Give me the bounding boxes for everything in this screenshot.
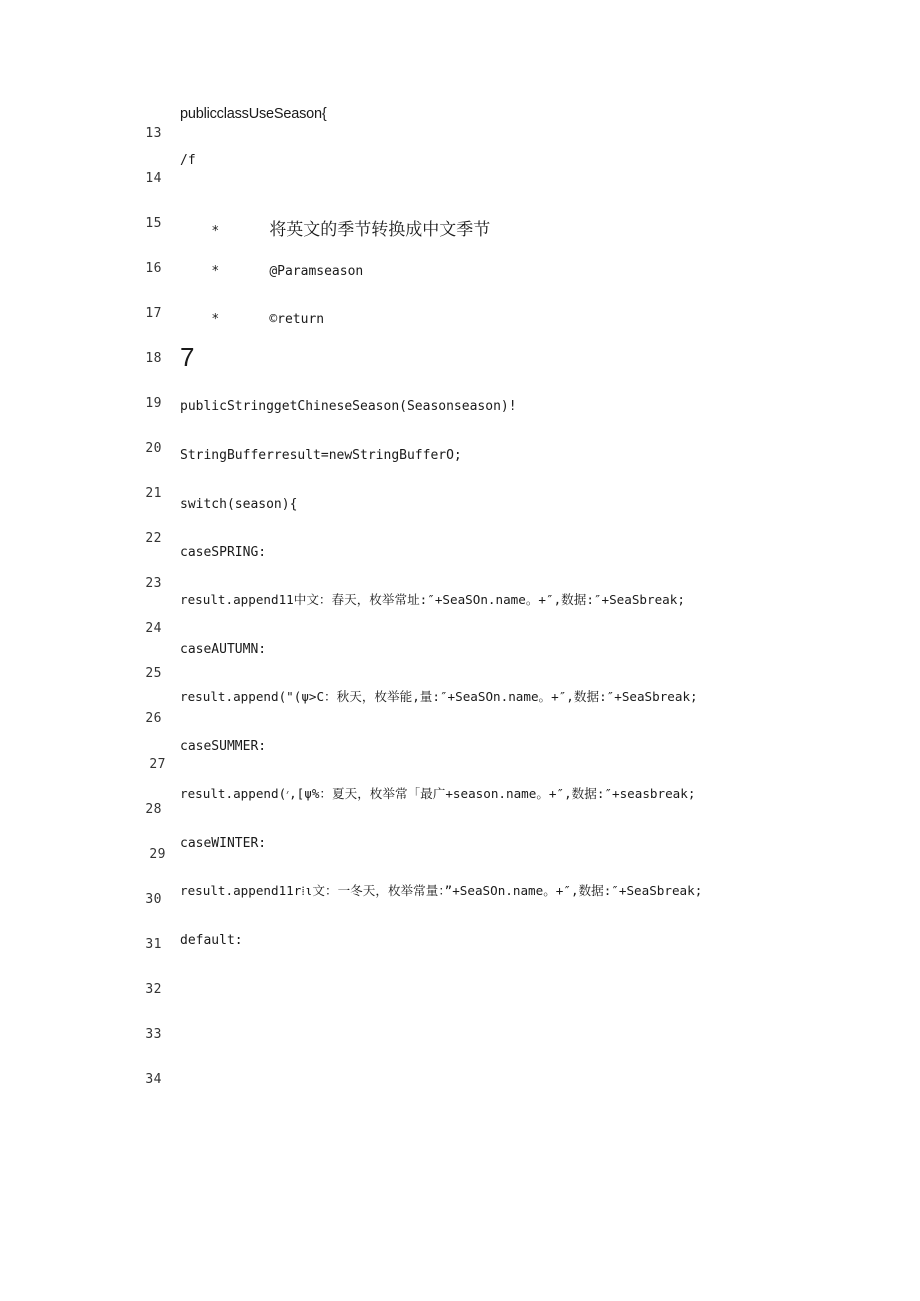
code-comment-param: [180, 249, 363, 294]
comment-star: *: [211, 224, 220, 239]
code-comment-description: [180, 200, 490, 255]
comment-star: *: [211, 312, 220, 327]
line-number-32: 32: [145, 982, 162, 997]
comment-description-text: 将英文的季节转换成中文季节: [269, 220, 491, 240]
code-switch-statement: switch(season){: [180, 497, 298, 512]
code-append-winter: result.append11r⁞ι文：一冬天，枚举常量：”+SeaSOn.name。+″,数据:″+SeaSbreak;: [180, 883, 703, 898]
code-comment-open: /f: [180, 153, 196, 168]
code-append-spring: result.append11中文：春天，枚举常址:″+SeaSOn.name。+″,数据:″+SeaSbreak;: [180, 592, 685, 607]
line-number-16: 16: [145, 261, 162, 276]
line-number-30: 30: [145, 892, 162, 907]
line-number-14: 14: [145, 171, 162, 186]
line-number-17: 17: [145, 306, 162, 321]
code-buffer-declaration: StringBufferresult=newStringBufferO;: [180, 448, 462, 463]
code-append-autumn: result.append("(ψ>C：秋天，枚举能,量:″+SeaSOn.name。+″,数据:″+SeaSbreak;: [180, 689, 698, 704]
line-number-24: 24: [145, 621, 162, 636]
code-method-declaration: publicStringgetChineseSeason(Seasonseason)!: [180, 399, 517, 414]
line-number-26: 26: [145, 711, 162, 726]
code-case-autumn: caseAUTUMN:: [180, 642, 267, 657]
code-default-label: default:: [180, 933, 243, 948]
line-number-20: 20: [145, 441, 162, 456]
line-number-19: 19: [145, 396, 162, 411]
code-case-spring: caseSPRING:: [180, 545, 267, 560]
code-comment-close: 7: [180, 342, 195, 372]
code-class-declaration: publicclassUseSeason{: [180, 106, 327, 122]
line-number-33: 33: [145, 1027, 162, 1042]
line-number-34: 34: [145, 1072, 162, 1087]
line-number-15: 15: [145, 216, 162, 231]
code-append-summer: result.append(׳,[ψ%：夏天，枚举常「最广+season.name。+″,数据:″+seasbreak;: [180, 786, 696, 801]
line-number-18: 18: [145, 351, 162, 366]
comment-param-text: @Paramseason: [269, 264, 364, 279]
line-number-21: 21: [145, 486, 162, 501]
comment-return-text: ©return: [269, 312, 325, 327]
line-number-28: 28: [145, 802, 162, 817]
line-number-25: 25: [145, 666, 162, 681]
line-number-22: 22: [145, 531, 162, 546]
comment-star: *: [211, 264, 220, 279]
code-case-summer: caseSUMMER:: [180, 739, 267, 754]
line-number-31: 31: [145, 937, 162, 952]
line-number-29: 29: [149, 847, 166, 862]
code-comment-return: [180, 297, 324, 342]
code-case-winter: caseWINTER:: [180, 836, 267, 851]
line-number-27: 27: [149, 757, 166, 772]
line-number-13: 13: [145, 126, 162, 141]
line-number-23: 23: [145, 576, 162, 591]
